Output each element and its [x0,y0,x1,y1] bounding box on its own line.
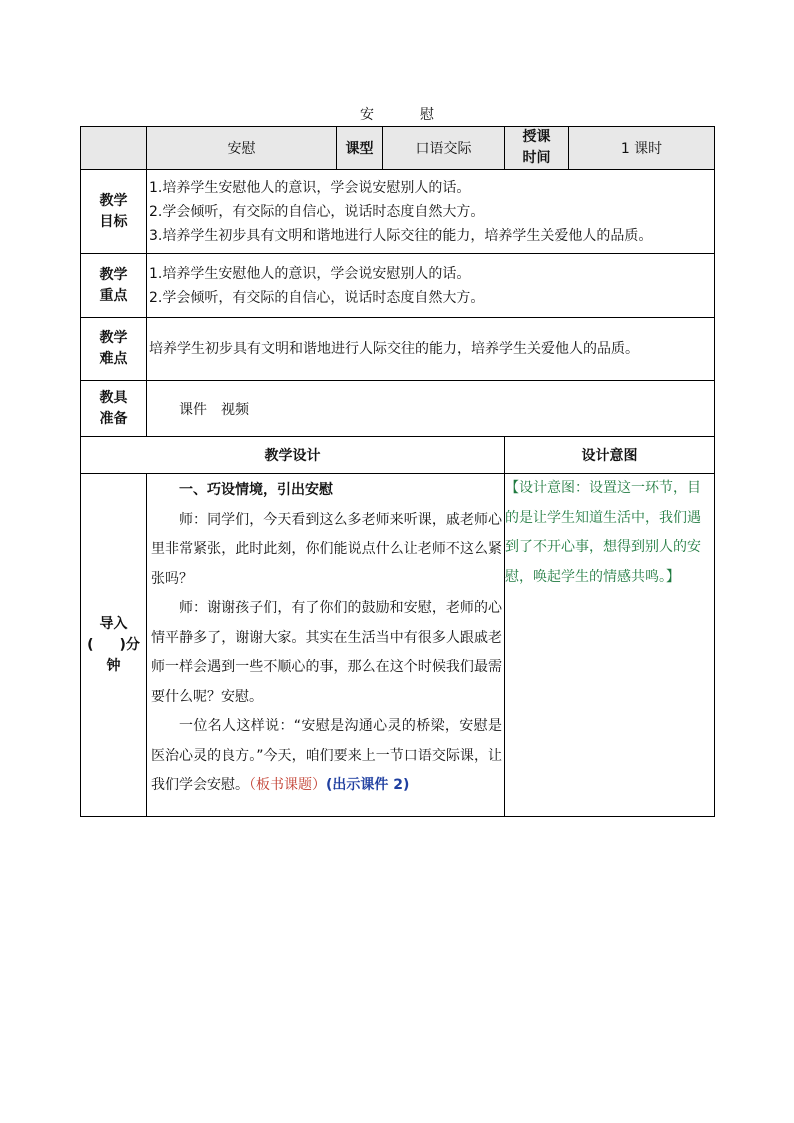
courseware-note: (出示课件 2) [326,777,410,793]
intro-para-3 [147,712,504,801]
intro-label-line1: 导入 [99,615,128,632]
intent-header: 设计意图 [505,437,715,474]
goals-label-line1: 教学 [99,192,128,209]
difficulties-content [147,318,715,381]
key-points-content [147,254,715,318]
header-blank-cell [81,127,147,170]
time-label-line1: 授课 [522,129,551,145]
goals-row [81,170,715,254]
key-points-label [81,254,147,318]
tools-text: 课件 视频 [179,401,249,418]
lesson-name: 安慰 [147,127,337,170]
difficulties-label-line1: 教学 [99,330,128,346]
intro-para-1: 师：同学们，今天看到这么多老师来听课，戚老师心里非常紧张，此时此刻，你们能说点什么让老师不这么紧张吗？ [151,511,502,587]
key-point-item-1: 1.培养学生安慰他人的意识，学会说安慰别人的话。 [149,265,471,282]
intro-para-2: 师：谢谢孩子们，有了你们的鼓励和安慰，老师的心情平静多了，谢谢大家。其实在生活当中有很多人跟戚老师一样会遇到一些不顺心的事，那么在这个时候我们最需要什么呢？安慰。 [151,600,502,705]
intro-heading: 一、巧设情境，引出安慰 [179,482,333,498]
tools-content [147,381,715,437]
intro-para-3-main: 一位名人这样说：“安慰是沟通心灵的桥梁，安慰是医治心灵的良方。”今天，咱们要来上一节口语交际课，让我们学会安慰。 [151,718,502,793]
time-value: 1 课时 [569,127,715,170]
tools-label-line2: 准备 [99,410,128,427]
key-point-item-2: 2.学会倾听，有交际的自信心，说话时态度自然大方。 [149,289,485,306]
time-label-line2: 时间 [522,150,551,166]
design-header: 教学设计 [81,437,505,474]
goals-label [81,170,147,254]
document-title [0,104,794,124]
board-title-note: （板书课题） [249,777,326,793]
intro-intent-text: 【设计意图：设置这一环节，目的是让学生知道生活中，我们遇到了不开心事，想得到别人的安慰，唤起学生的情感共鸣。】 [505,480,701,585]
design-header-row [81,437,715,474]
difficulties-label-line2: 难点 [99,351,128,367]
tools-row [81,381,715,437]
intro-label-line2: ( )分 [87,636,140,653]
intro-intent-content [505,474,715,817]
tools-label-line1: 教具 [99,389,128,406]
intro-label [81,474,147,817]
goal-item-2: 2.学会倾听，有交际的自信心，说话时态度自然大方。 [149,203,485,220]
key-points-row [81,254,715,318]
key-points-label-line2: 重点 [99,287,128,304]
tools-label [81,381,147,437]
title-char-1: 安 [360,107,374,123]
difficulties-row [81,318,715,381]
time-label [505,127,569,170]
goals-label-line2: 目标 [99,213,128,230]
goal-item-1: 1.培养学生安慰他人的意识，学会说安慰别人的话。 [149,179,471,196]
difficulties-label [81,318,147,381]
header-row [81,127,715,170]
intro-label-line3: 钟 [106,657,121,674]
goals-content [147,170,715,254]
key-points-label-line1: 教学 [99,266,128,283]
type-value: 口语交际 [383,127,505,170]
goal-item-3: 3.培养学生初步具有文明和谐地进行人际交往的能力，培养学生关爱他人的品质。 [149,227,653,244]
intro-design-content [147,474,505,817]
intro-section-row [81,474,715,817]
type-label: 课型 [337,127,383,170]
title-char-2: 慰 [420,107,434,123]
difficulties-text: 培养学生初步具有文明和谐地进行人际交往的能力，培养学生关爱他人的品质。 [149,341,639,357]
lesson-plan-table [80,126,715,817]
